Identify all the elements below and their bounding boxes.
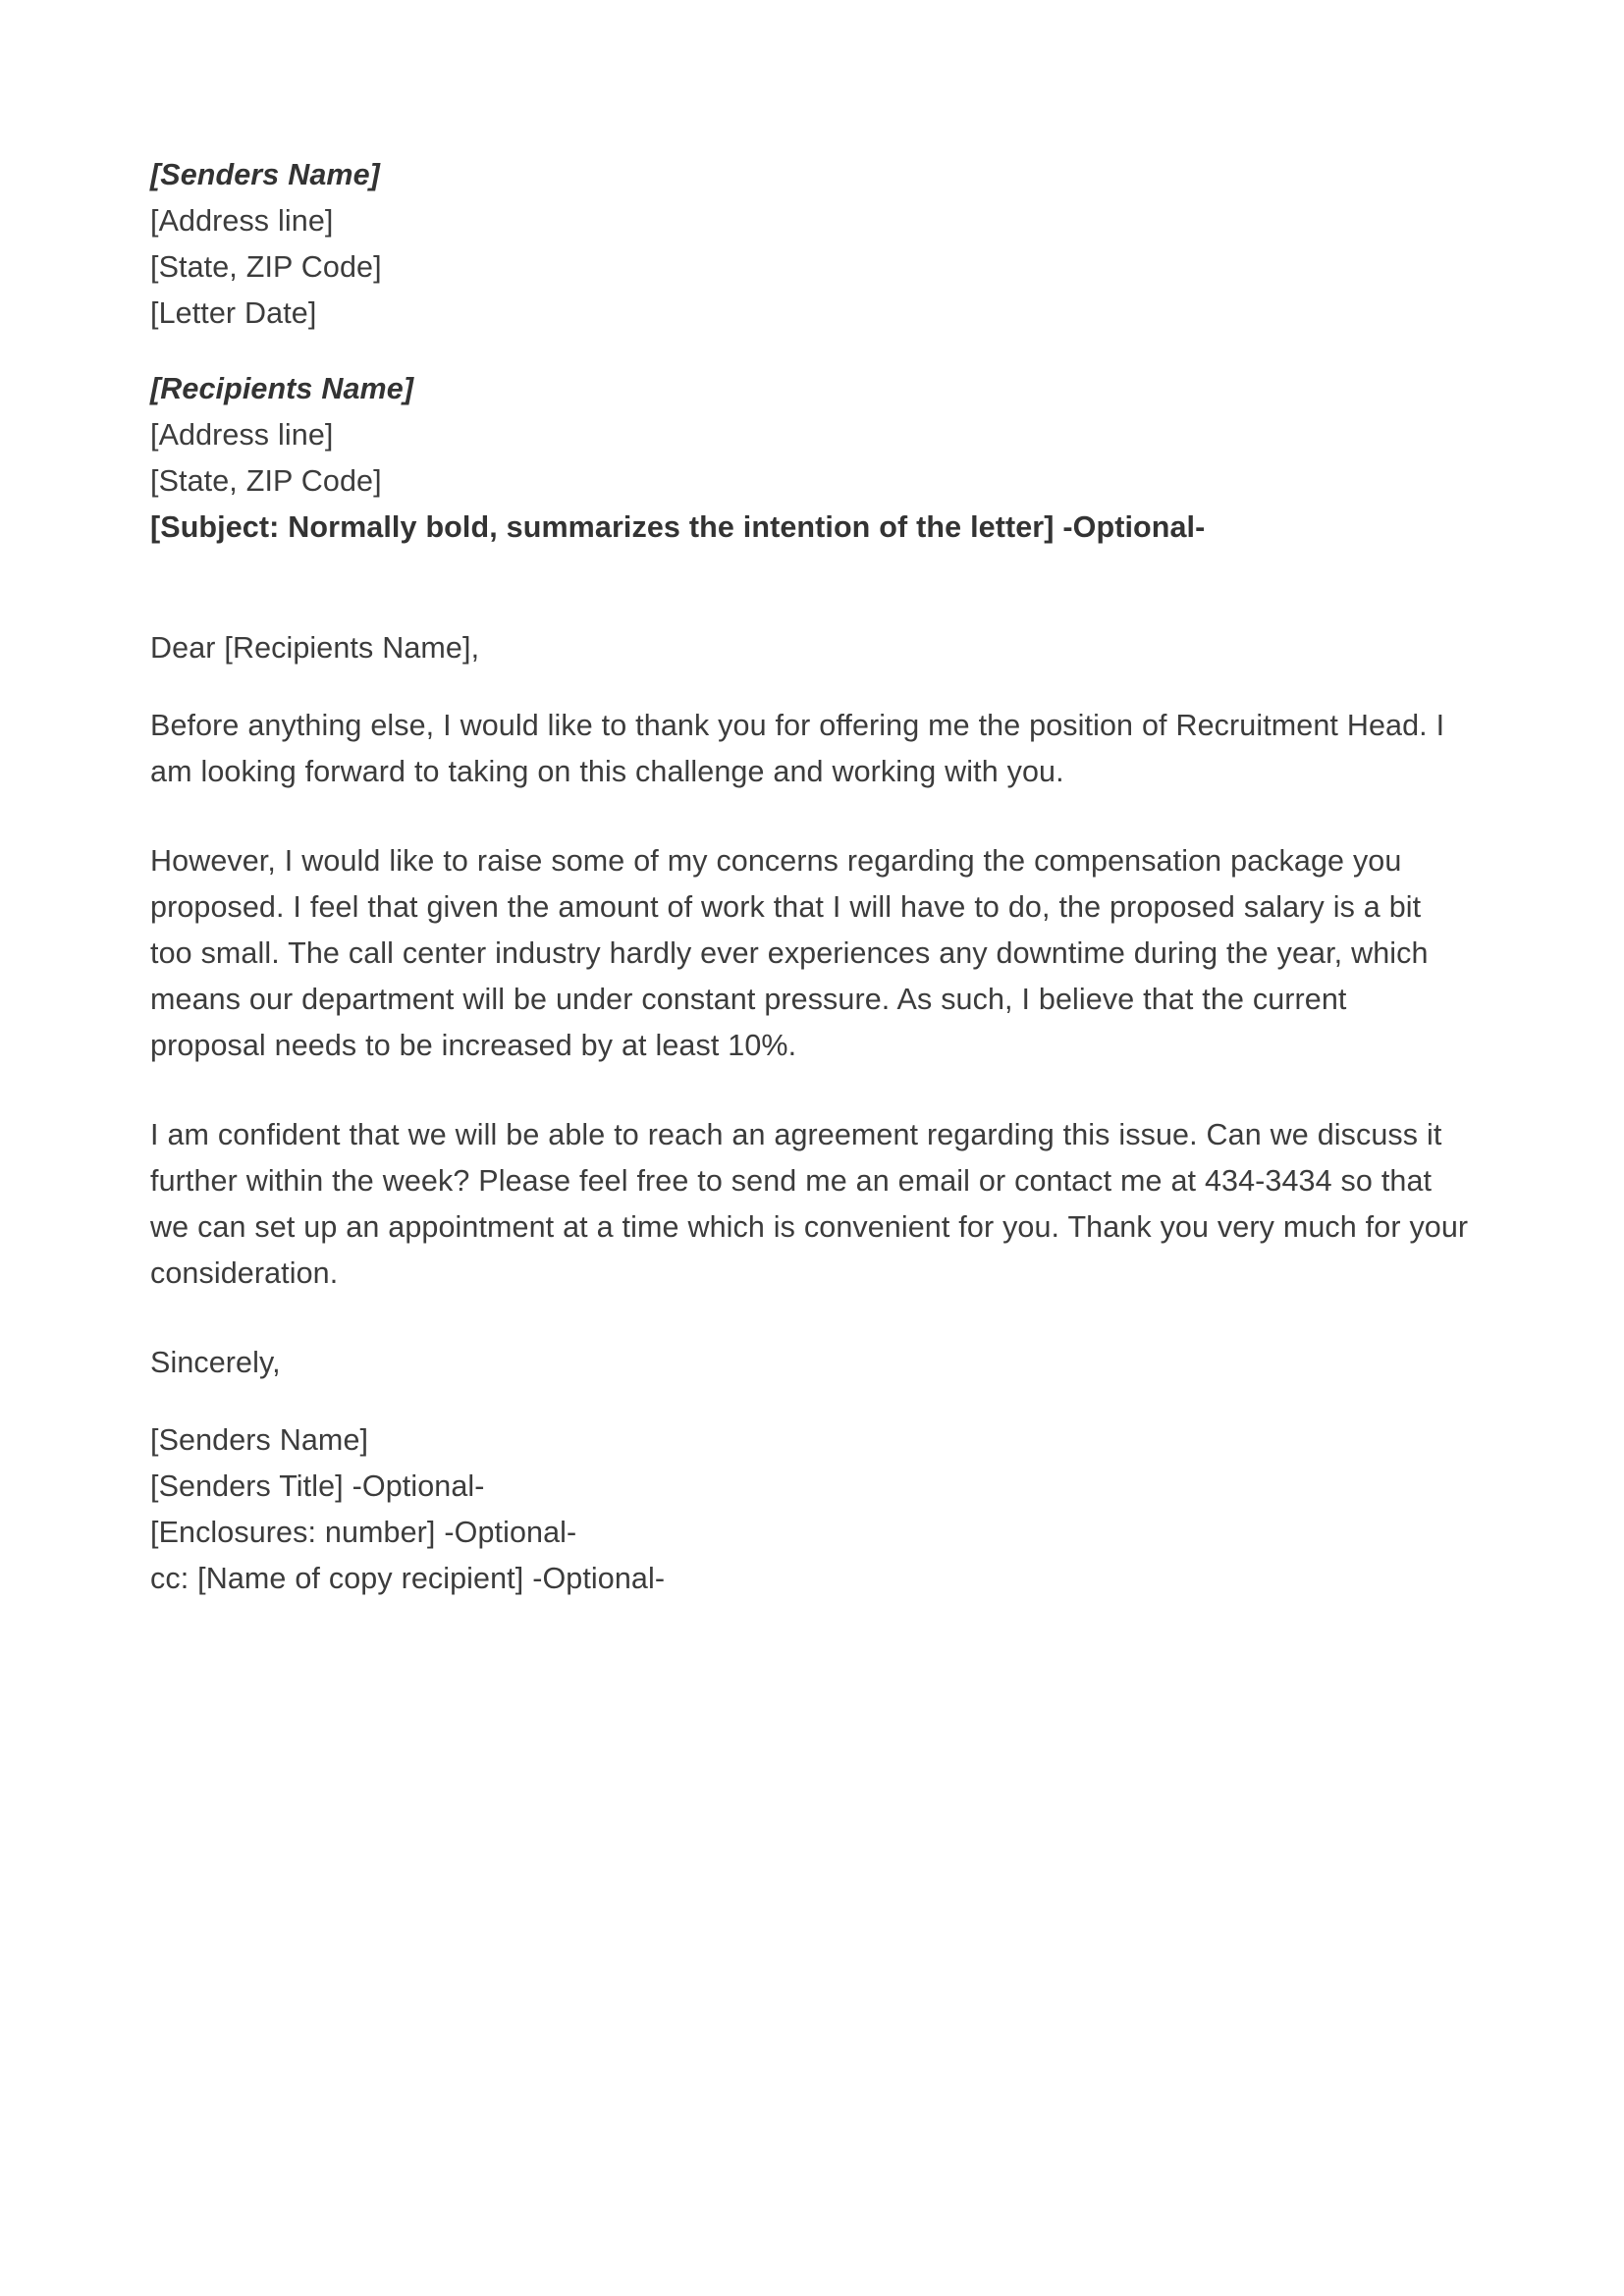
letter-body xyxy=(150,152,1471,1602)
recipient-address-block xyxy=(150,366,1471,551)
spacer-sender-recipient xyxy=(150,337,1471,366)
spacer-valediction-signature xyxy=(150,1386,1471,1417)
closing-sender-title: [Senders Title] -Optional- xyxy=(150,1469,485,1503)
recipient-name: [Recipients Name] xyxy=(150,372,414,405)
salutation: Dear [Recipients Name], xyxy=(150,631,480,665)
closing-enclosures: [Enclosures: number] -Optional- xyxy=(150,1516,577,1549)
recipient-address-line: [Address line] xyxy=(150,418,334,452)
valediction: Sincerely, xyxy=(150,1346,281,1379)
body-paragraph-1: Before anything else, I would like to thank you for offering me the position of Recruitment Head. I am looking forward to taking on this challenge and working with you. xyxy=(150,709,1445,788)
spacer-subject-salutation xyxy=(150,551,1471,625)
spacer-salutation-body xyxy=(150,671,1471,703)
subject-line: [Subject: Normally bold, summarizes the intention of the letter] -Optional- xyxy=(150,510,1206,544)
sender-letter-date: [Letter Date] xyxy=(150,296,317,330)
sender-address-block xyxy=(150,152,1471,337)
closing-cc: cc: [Name of copy recipient] -Optional- xyxy=(150,1562,666,1595)
recipient-state-zip: [State, ZIP Code] xyxy=(150,464,382,498)
signature-block xyxy=(150,1417,1471,1602)
sender-address-line: [Address line] xyxy=(150,204,334,238)
spacer-body-closing xyxy=(150,1297,1471,1340)
spacer-paragraph-1-2 xyxy=(150,795,1471,838)
sender-name: [Senders Name] xyxy=(150,158,380,191)
body-paragraph-3: I am confident that we will be able to reach an agreement regarding this issue. Can we discuss it further within the week? Please feel free to send me an email or contact me at 434-3434 so that we can set up an appointment at a time which is convenient for you. Thank you very much for your consideration. xyxy=(150,1118,1469,1290)
body-paragraph-2: However, I would like to raise some of my concerns regarding the compensation package you proposed. I feel that given the amount of work that I will have to do, the proposed salary is a bit too small. The call center industry hardly ever experiences any downtime during the year, which means our department will be under constant pressure. As such, I believe that the current proposal needs to be increased by at least 10%. xyxy=(150,844,1429,1062)
sender-state-zip: [State, ZIP Code] xyxy=(150,250,382,284)
closing-sender-name: [Senders Name] xyxy=(150,1423,369,1457)
spacer-paragraph-2-3 xyxy=(150,1069,1471,1112)
